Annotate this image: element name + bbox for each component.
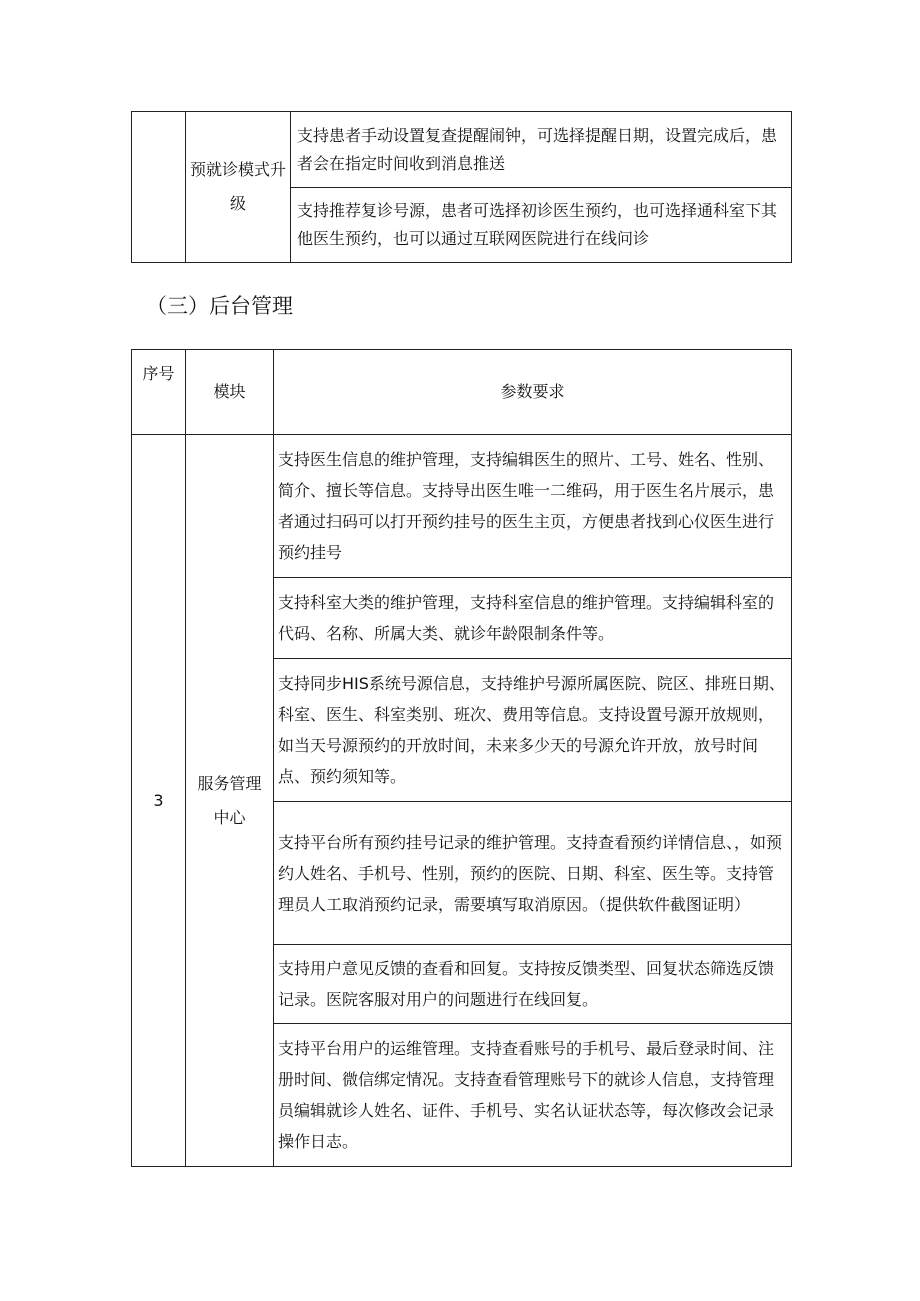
param-cell: 支持同步HIS系统号源信息，支持维护号源所属医院、院区、排班日期、科室、医生、科室类别、班次、费用等信息。支持设置号源开放规则，如当天号源预约的开放时间，未来多少天的号源允许开放，放号时间点、预约须知等。 <box>274 659 792 802</box>
table-row <box>132 112 792 188</box>
param-cell: 支持科室大类的维护管理，支持科室信息的维护管理。支持编辑科室的代码、名称、所属大类、就诊年龄限制条件等。 <box>274 578 792 659</box>
seq-cell: 3 <box>132 435 186 1167</box>
header-seq: 序号 <box>132 350 186 435</box>
table-top-continuation <box>131 111 792 263</box>
module-cell: 服务管理中心 <box>186 435 274 1167</box>
header-module: 模块 <box>186 350 274 435</box>
table-row <box>132 435 792 578</box>
param-cell: 支持医生信息的维护管理，支持编辑医生的照片、工号、姓名、性别、简介、擅长等信息。支持导出医生唯一二维码，用于医生名片展示，患者通过扫码可以打开预约挂号的医生主页，方便患者找到心仪医生进行预约挂号 <box>274 435 792 578</box>
param-cell: 支持平台所有预约挂号记录的维护管理。支持查看预约详情信息、，如预约人姓名、手机号、性别，预约的医院、日期、科室、医生等。支持管理员人工取消预约记录，需要填写取消原因。（提供软件截图证明） <box>274 802 792 945</box>
param-cell: 支持推荐复诊号源，患者可选择初诊医生预约，也可选择通科室下其他医生预约，也可以通过互联网医院进行在线问诊 <box>291 188 792 263</box>
header-params: 参数要求 <box>274 350 792 435</box>
seq-cell-empty <box>132 112 186 263</box>
param-cell: 支持平台用户的运维管理。支持查看账号的手机号、最后登录时间、注册时间、微信绑定情况。支持查看管理账号下的就诊人信息，支持管理员编辑就诊人姓名、证件、手机号、实名认证状态等，每次修改会记录操作日志。 <box>274 1024 792 1167</box>
param-cell: 支持患者手动设置复查提醒闹钟，可选择提醒日期，设置完成后，患者会在指定时间收到消息推送 <box>291 112 792 188</box>
table-header-row <box>132 350 792 435</box>
section-heading: （三）后台管理 <box>146 294 293 318</box>
param-cell: 支持用户意见反馈的查看和回复。支持按反馈类型、回复状态筛选反馈记录。医院客服对用户的问题进行在线回复。 <box>274 945 792 1024</box>
table-backend-management <box>131 349 792 1167</box>
module-cell: 预就诊模式升级 <box>186 112 291 263</box>
